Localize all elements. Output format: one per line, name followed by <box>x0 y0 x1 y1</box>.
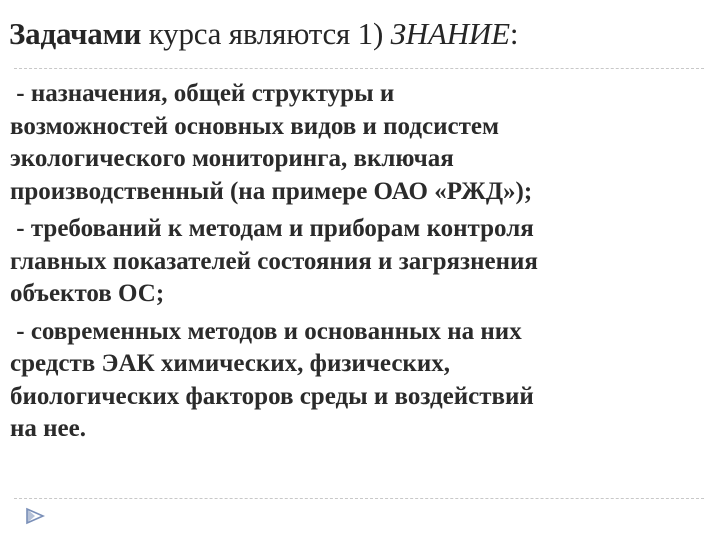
title-italic: ЗНАНИЕ <box>390 16 510 51</box>
bottom-guide-line <box>14 498 704 499</box>
slide-title <box>9 12 518 56</box>
text-line: - назначения, общей структуры и <box>10 80 395 107</box>
text-line: - требований к методам и приборам контроля <box>10 215 534 242</box>
text-line: производственный (на примере ОАО «РЖД»); <box>10 177 533 205</box>
top-guide-line <box>14 68 704 69</box>
text-line: биологических факторов среды и воздействий <box>10 382 534 410</box>
triangle-arrow-icon <box>24 507 46 525</box>
slide-body <box>10 78 700 451</box>
text-line: главных показателей состояния и загрязнения <box>10 247 538 275</box>
title-tail: : <box>509 16 519 51</box>
list-item <box>10 213 700 311</box>
list-item <box>10 78 700 208</box>
title-bold: Задачами <box>9 16 142 51</box>
text-line: - современных методов и основанных на них <box>10 317 522 345</box>
text-line: возможностей основных видов и подсистем <box>10 112 499 140</box>
text-line: на нее. <box>10 415 87 442</box>
title-normal: курса являются 1) <box>141 16 391 51</box>
list-item <box>10 316 700 446</box>
text-line: средств ЭАК химических, физических, <box>10 350 450 377</box>
text-line: объектов ОС; <box>10 280 165 307</box>
text-line: экологического мониторинга, включая <box>10 145 454 172</box>
